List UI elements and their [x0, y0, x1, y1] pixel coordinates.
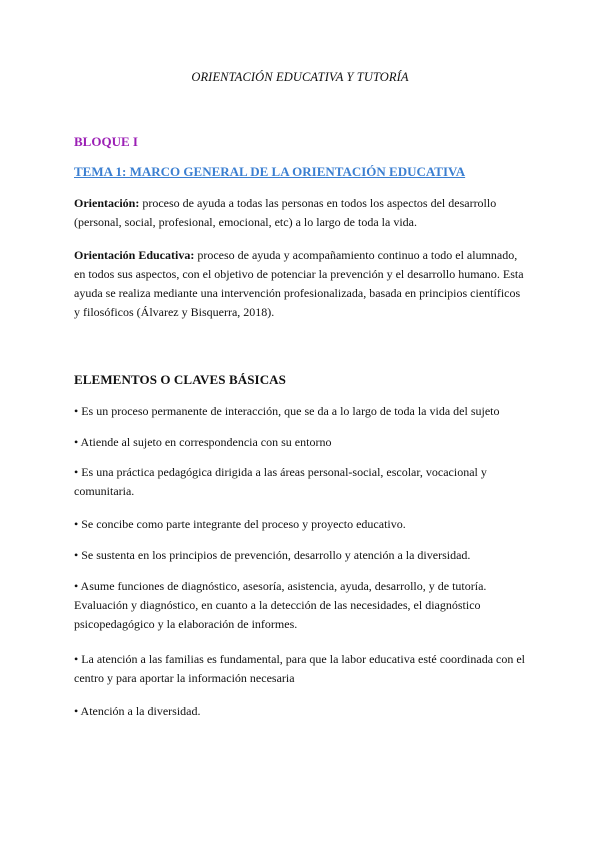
bullet-item: • Se sustenta en los principios de prevención, desarrollo y atención a la diversidad.: [74, 548, 471, 562]
bullet-item: • Se concibe como parte integrante del proceso y proyecto educativo.: [74, 517, 406, 531]
bullet-item: • Asume funciones de diagnóstico, asesoría, asistencia, ayuda, desarrollo, y de tutoría. Evaluación y diagnóstico, en cuanto a la detección de las necesidades, el diagnóstico psicopedagógico y la elaboración de informes.: [74, 579, 487, 631]
document-title: ORIENTACIÓN EDUCATIVA Y TUTORÍA: [191, 70, 409, 84]
definition-orientacion: [74, 194, 526, 232]
definition-term: Orientación:: [74, 196, 140, 210]
block-title: BLOQUE I: [74, 134, 138, 149]
definition-text: proceso de ayuda a todas las personas en todos los aspectos del desarrollo (personal, social, profesional, emocional, etc) a lo largo de toda la vida.: [74, 196, 497, 229]
definition-orientacion-educativa: [74, 246, 526, 322]
definition-text: proceso de ayuda y acompañamiento continuo a todo el alumnado, en todos sus aspectos, con el objetivo de potenciar la prevención y el desarrollo humano. Esta ayuda se realiza mediante una intervención profesionalizada, basada en principios científicos y filosóficos (Álvarez y Bisquerra, 2018).: [74, 248, 524, 319]
bullet-item: • Atiende al sujeto en correspondencia con su entorno: [74, 435, 332, 449]
section-heading: ELEMENTOS O CLAVES BÁSICAS: [74, 372, 286, 387]
topic-title: TEMA 1: MARCO GENERAL DE LA ORIENTACIÓN EDUCATIVA: [74, 164, 466, 179]
bullet-item: • Es un proceso permanente de interacción, que se da a lo largo de toda la vida del sujeto: [74, 404, 500, 418]
bullet-item: • La atención a las familias es fundamental, para que la labor educativa esté coordinada con el centro y para aportar la información necesaria: [74, 652, 526, 685]
bullet-item: • Es una práctica pedagógica dirigida a las áreas personal-social, escolar, vocacional y comunitaria.: [74, 465, 487, 498]
definition-term: Orientación Educativa:: [74, 248, 195, 262]
bullet-item: • Atención a la diversidad.: [74, 704, 201, 718]
